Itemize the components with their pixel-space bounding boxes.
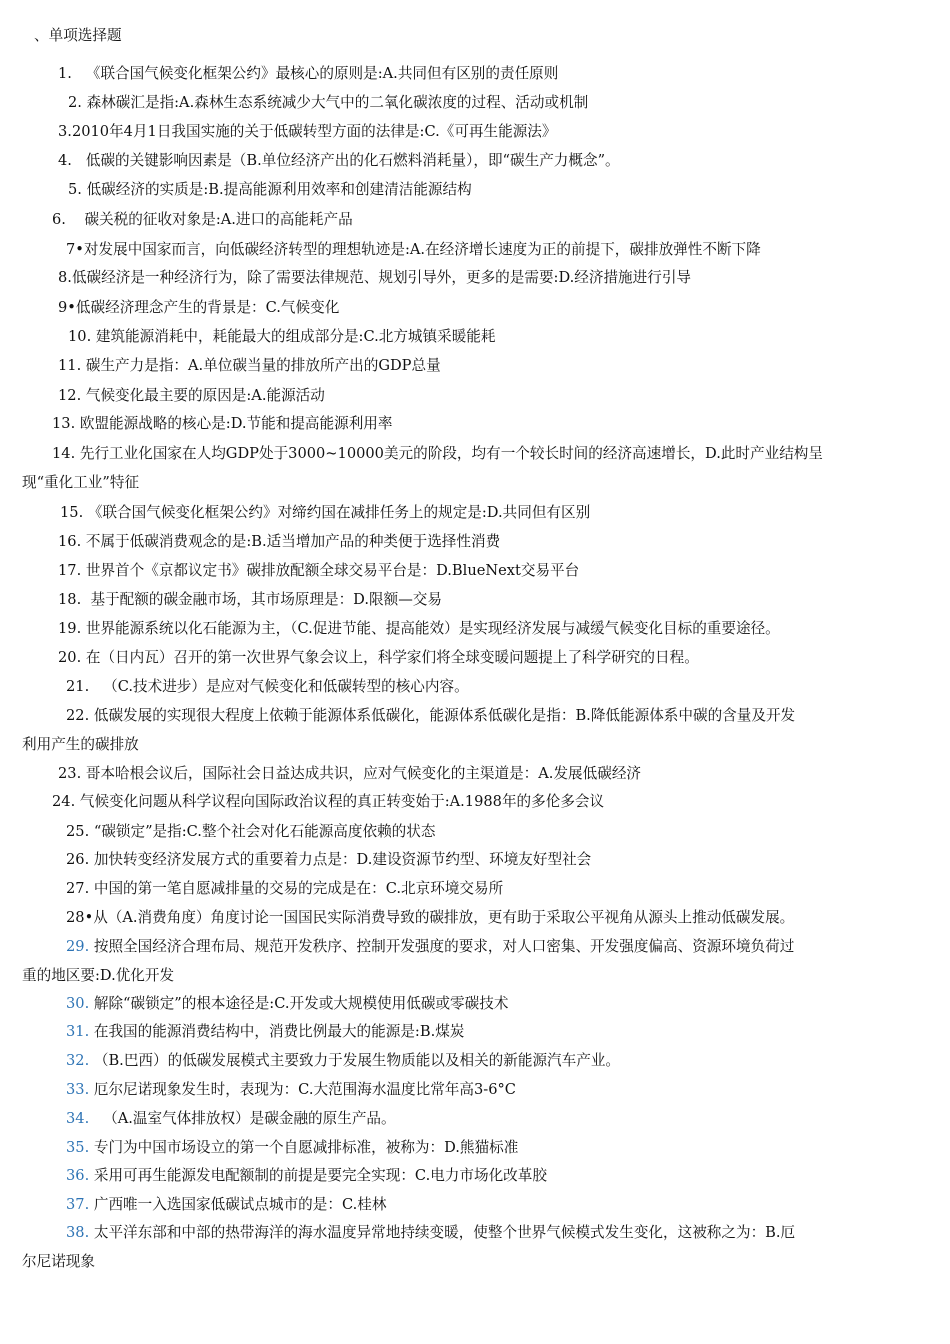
question-number: 24. xyxy=(52,793,76,810)
section-heading: 、单项选择题 xyxy=(34,27,122,44)
question-item xyxy=(58,268,691,288)
question-number: 19. xyxy=(58,620,82,637)
question-item xyxy=(58,356,441,376)
question-item xyxy=(66,1223,795,1243)
question-text: 专门为中国市场设立的第一个自愿减排标准，被称为：D.熊猫标准 xyxy=(89,1139,519,1156)
question-number: 33. xyxy=(66,1081,90,1098)
question-item xyxy=(52,444,823,464)
question-item xyxy=(66,822,435,842)
question-number: 3. xyxy=(58,123,72,140)
question-item xyxy=(68,93,588,113)
question-text: 广西唯一入选国家低碳试点城市的是：C.桂林 xyxy=(89,1196,387,1213)
question-text: 按照全国经济合理布局、规范开发秩序、控制开发强度的要求，对人口密集、开发强度偏高、资源环境负荷过 xyxy=(89,938,795,955)
question-text: 低碳发展的实现很大程度上依赖于能源体系低碳化，能源体系低碳化是指：B.降低能源体系中碳的含量及开发 xyxy=(89,707,796,724)
question-item xyxy=(52,414,392,434)
question-number: 35. xyxy=(66,1139,90,1156)
question-item xyxy=(68,327,496,347)
question-number: 36. xyxy=(66,1167,90,1184)
question-number: 6. xyxy=(52,211,66,228)
question-text: 现“重化工业”特征 xyxy=(22,474,140,491)
question-number: 16. xyxy=(58,533,82,550)
question-text: 先行工业化国家在人均GDP处于3000~10000美元的阶段，均有一个较长时间的经济高速增长，D.此时产业结构呈 xyxy=(75,445,823,462)
question-item xyxy=(68,180,472,200)
question-item xyxy=(66,1022,464,1042)
question-number: 10. xyxy=(68,328,92,345)
question-item xyxy=(58,386,325,406)
question-number: 14. xyxy=(52,445,76,462)
question-item xyxy=(66,850,591,870)
question-item xyxy=(66,677,469,697)
question-number: 38. xyxy=(66,1224,90,1241)
question-number: 30. xyxy=(66,995,90,1012)
question-text: 利用产生的碳排放 xyxy=(22,736,139,753)
question-text: 对发展中国家而言，向低碳经济转型的理想轨迹是:A.在经济增长速度为正的前提下，碳排放弹性不断下降 xyxy=(83,241,761,258)
question-text: 2010年4月1日我国实施的关于低碳转型方面的法律是:C.《可再生能源法》 xyxy=(71,123,557,140)
question-item xyxy=(60,503,590,523)
question-text: 解除“碳锁定”的根本途径是:C.开发或大规模使用低碳或零碳技术 xyxy=(89,995,509,1012)
question-text: 《联合国气候变化框架公约》最核心的原则是:A.共同但有区别的责任原则 xyxy=(71,65,559,82)
question-text: 低碳经济是一种经济行为，除了需要法律规范、规划引导外，更多的是需要:D.经济措施进行引导 xyxy=(71,269,692,286)
question-text: （A.温室气体排放权）是碳金融的原生产品。 xyxy=(89,1110,396,1127)
question-number: 7• xyxy=(66,241,84,258)
question-number: 2. xyxy=(68,94,82,111)
question-text: 欧盟能源战略的核心是:D.节能和提高能源利用率 xyxy=(75,415,393,432)
question-text: 加快转变经济发展方式的重要着力点是：D.建设资源节约型、环境友好型社会 xyxy=(89,851,592,868)
question-text: 世界首个《京都议定书》碳排放配额全球交易平台是：D.BlueNext交易平台 xyxy=(81,562,580,579)
question-text: 低碳的关键影响因素是（B.单位经济产出的化石燃料消耗量），即“碳生产力概念”。 xyxy=(71,152,620,169)
question-number: 32. xyxy=(66,1052,90,1069)
question-number: 5. xyxy=(68,181,82,198)
question-number: 8. xyxy=(58,269,72,286)
question-text: 基于配额的碳金融市场，其市场原理是：D.限额—交易 xyxy=(81,591,442,608)
question-text: 气候变化问题从科学议程向国际政治议程的真正转变始于:A.1988年的多伦多会议 xyxy=(75,793,605,810)
question-number: 26. xyxy=(66,851,90,868)
question-continuation xyxy=(22,735,139,755)
question-number: 11. xyxy=(58,357,82,374)
question-number: 13. xyxy=(52,415,76,432)
question-text: 碳生产力是指：A.单位碳当量的排放所产出的GDP总量 xyxy=(81,357,441,374)
question-item xyxy=(66,1080,516,1100)
question-text: 不属于低碳消费观念的是:B.适当增加产品的种类便于选择性消费 xyxy=(81,533,501,550)
question-item xyxy=(66,1051,620,1071)
question-item xyxy=(52,792,604,812)
question-number: 37. xyxy=(66,1196,90,1213)
question-number: 15. xyxy=(60,504,84,521)
question-item xyxy=(52,210,353,230)
question-item xyxy=(66,937,794,957)
question-number: 17. xyxy=(58,562,82,579)
question-item xyxy=(58,298,339,318)
question-number: 31. xyxy=(66,1023,90,1040)
question-item xyxy=(66,1166,547,1186)
question-number: 20. xyxy=(58,649,82,666)
question-text: 中国的第一笔自愿减排量的交易的完成是在：C.北京环境交易所 xyxy=(89,880,504,897)
question-item xyxy=(66,240,761,260)
question-item xyxy=(58,619,780,639)
question-text: 气候变化最主要的原因是:A.能源活动 xyxy=(81,387,325,404)
question-item xyxy=(66,706,795,726)
question-item xyxy=(66,1195,386,1215)
question-number: 4. xyxy=(58,152,72,169)
question-item xyxy=(66,994,508,1014)
question-text: 从（A.消费角度）角度讨论一国国民实际消费导致的碳排放，更有助于采取公平视角从源头上推动低碳发展。 xyxy=(93,909,795,926)
question-number: 28• xyxy=(66,909,94,926)
question-text: 低碳经济理念产生的背景是：C.气候变化 xyxy=(75,299,340,316)
question-text: 在我国的能源消费结构中，消费比例最大的能源是:B.煤炭 xyxy=(89,1023,465,1040)
question-item xyxy=(66,1109,396,1129)
question-item xyxy=(58,590,442,610)
question-item xyxy=(66,908,794,928)
question-number: 18. xyxy=(58,591,82,608)
question-number: 12. xyxy=(58,387,82,404)
question-number: 29. xyxy=(66,938,90,955)
question-text: 太平洋东部和中部的热带海洋的海水温度异常地持续变暖，使整个世界气候模式发生变化，这被称之为：B.厄 xyxy=(89,1224,796,1241)
question-number: 23. xyxy=(58,765,82,782)
question-text: 厄尔尼诺现象发生时，表现为：C.大范围海水温度比常年高3-6°C xyxy=(89,1081,516,1098)
question-number: 25. xyxy=(66,823,90,840)
question-text: （B.巴西）的低碳发展模式主要致力于发展生物质能以及相关的新能源汽车产业。 xyxy=(89,1052,621,1069)
question-number: 9• xyxy=(58,299,76,316)
question-text: 碳关税的征收对象是:A.进口的高能耗产品 xyxy=(65,211,353,228)
question-text: 在（日内瓦）召开的第一次世界气象会议上，科学家们将全球变暖问题提上了科学研究的日程。 xyxy=(81,649,699,666)
question-text: 建筑能源消耗中，耗能最大的组成部分是:C.北方城镇采暖能耗 xyxy=(91,328,496,345)
question-text: 重的地区要:D.优化开发 xyxy=(22,967,175,984)
question-number: 34. xyxy=(66,1110,90,1127)
question-item xyxy=(58,764,641,784)
question-number: 22. xyxy=(66,707,90,724)
question-text: 世界能源系统以化石能源为主，（C.促进节能、提高能效）是实现经济发展与减缓气候变化目标的重要途径。 xyxy=(81,620,780,637)
question-number: 21. xyxy=(66,678,90,695)
question-text: 采用可再生能源发电配额制的前提是要完全实现：C.电力市场化改革胶 xyxy=(89,1167,547,1184)
question-item xyxy=(58,648,699,668)
question-text: 哥本哈根会议后，国际社会日益达成共识，应对气候变化的主渠道是：A.发展低碳经济 xyxy=(81,765,642,782)
question-item xyxy=(58,561,579,581)
question-item xyxy=(66,879,503,899)
question-item xyxy=(58,64,558,84)
question-text: 《联合国气候变化框架公约》对缔约国在减排任务上的规定是:D.共同但有区别 xyxy=(83,504,591,521)
question-text: 低碳经济的实质是:B.提高能源利用效率和创建清洁能源结构 xyxy=(81,181,472,198)
question-item xyxy=(66,1138,518,1158)
question-text: “碳锁定”是指:C.整个社会对化石能源高度依赖的状态 xyxy=(89,823,436,840)
question-number: 27. xyxy=(66,880,90,897)
question-item xyxy=(58,122,556,142)
question-continuation xyxy=(22,473,139,493)
question-item xyxy=(58,151,620,171)
question-text: （C.技术进步）是应对气候变化和低碳转型的核心内容。 xyxy=(89,678,469,695)
question-text: 森林碳汇是指:A.森林生态系统减少大气中的二氧化碳浓度的过程、活动或机制 xyxy=(81,94,589,111)
question-text: 尔尼诺现象 xyxy=(22,1253,95,1270)
question-continuation xyxy=(22,966,174,986)
question-continuation xyxy=(22,1252,95,1272)
question-item xyxy=(58,532,500,552)
question-number: 1. xyxy=(58,65,72,82)
